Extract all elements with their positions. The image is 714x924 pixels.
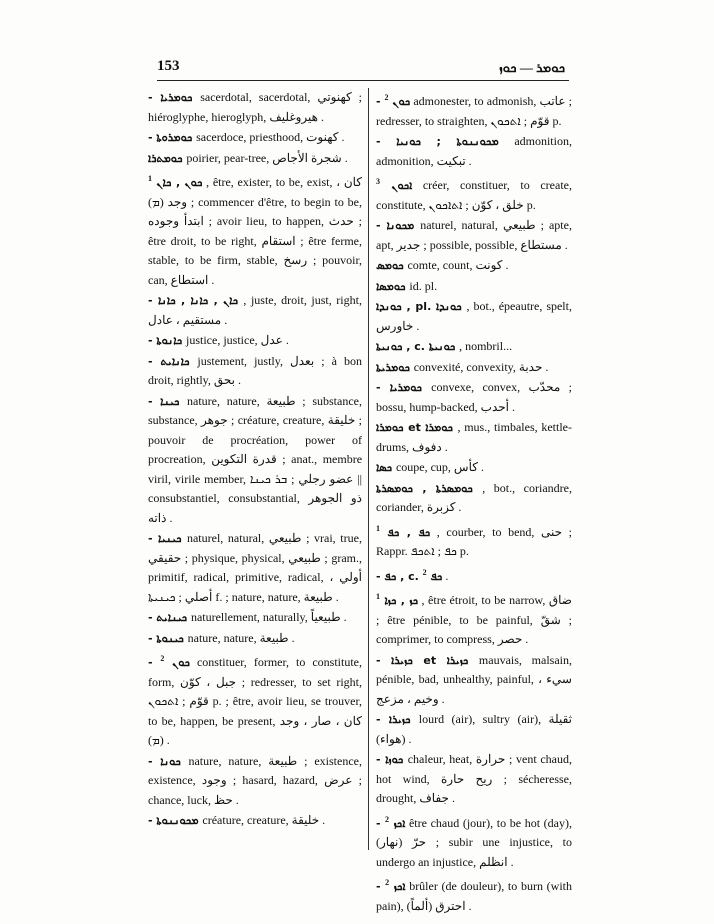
entry-definition: , nombril...	[459, 339, 513, 353]
entry-lemma: ܐܟܘܢ	[380, 179, 413, 192]
entry-superscript: 3	[376, 177, 380, 186]
entry-definition: , mus., timbales, kettle-drums, دفوف .	[376, 420, 572, 454]
entry-lemma: - ܐܟܙ	[376, 880, 406, 893]
running-head: ܟܘܡܪ — ܟܘܙ	[499, 60, 565, 75]
dictionary-entry	[148, 128, 362, 148]
entry-lemma: - ܟܙܝܪܐ	[376, 713, 419, 726]
dictionary-entry	[376, 378, 572, 417]
entry-lemma: - ܟܝܢܝܐ	[148, 532, 187, 545]
column-divider	[368, 88, 369, 850]
dictionary-entry	[376, 873, 572, 916]
entry-definition: , être, exister, to be, exist, كان ، وجد (ܡ) ; commencer d'être, to begin to be, ابتدأ وجوده ; avoir lieu, to happen, حدث ; être droit, to be right, استقام ; être ferme, stable, to be firm, stable, رسخ ; pouvoir, can, استطاع .	[148, 175, 363, 287]
entry-lemma: ܟܘܡܬܪܐ	[148, 151, 187, 165]
entry-definition: , bot., coriandre, coriander, كزبرة .	[376, 480, 572, 514]
dictionary-entry	[376, 297, 572, 336]
entry-definition: nature, nature, طبيعة ; substance, substance, جوهر ; créature, creature, خليقة ; pouvoir de procréation, power of procreation, قدرة التكوين ; anat., membre viril, virile member, عضو رجلي ; ܒܪ ܟܝܢܐ || consubstantiel, consubstantial, ذو الجوهر ذاته .	[148, 393, 363, 525]
entry-definition: , courber, to bend, حنى ; Rappr. ܟܦ ; ܐܬܟܦ p.	[376, 524, 573, 558]
entry-definition: , juste, droit, just, right, مستقيم ، عادل .	[148, 293, 362, 327]
entry-definition: chaleur, heat, حرارة ; vent chaud, hot wind, ريح حارة ; sécheresse, drought, جفاف .	[376, 752, 572, 805]
entry-definition: , bot., épeautre, spelt, خاورس .	[376, 299, 572, 333]
dictionary-entry	[148, 811, 362, 831]
entry-lemma: ܟܘܡܣܐ	[376, 279, 410, 293]
entry-lemma: - ܟܝܢܘܬܐ	[148, 631, 188, 645]
dictionary-entry	[148, 649, 362, 751]
dictionary-entry	[376, 750, 572, 809]
entry-definition: admonition, admonition, تبكيت .	[376, 134, 572, 168]
entry-lemma: - ܟܐܢܐܝܬ	[148, 354, 198, 368]
entry-definition: naturel, natural, طبيعي ; apte, apt, جدير ; possible, possible, مستطاع .	[376, 218, 572, 252]
entry-lemma: - ܟܘܢ	[148, 656, 190, 669]
entry-superscript: 1	[148, 174, 152, 183]
entry-lemma: ܟܘܢ , ܟܐܢ	[152, 176, 203, 189]
entry-definition: brûler (de douleur), to burn (with pain), احترق (ألماً) .	[376, 879, 572, 913]
dictionary-entry	[376, 216, 572, 255]
entry-lemma: ܟܘܡܣ	[376, 259, 408, 272]
entry-superscript: 2	[160, 654, 165, 663]
dictionary-entry	[376, 587, 572, 650]
dictionary-entry	[376, 132, 572, 171]
dictionary-entry	[376, 710, 572, 749]
dictionary-entry	[376, 651, 572, 710]
dictionary-entry	[148, 331, 362, 351]
entry-lemma: - ܐܟܙ	[376, 816, 406, 830]
entry-lemma: - ܟܘܢ	[376, 95, 411, 108]
entry-definition: admonester, to admonish, عاتب ; redresser, to straighten, قوّم ; ܐܬܟܘܢ p.	[376, 94, 572, 128]
dictionary-entry	[376, 172, 572, 215]
entry-superscript: 2	[384, 93, 389, 102]
entry-lemma: - ܟܘܡܪܘܬܐ	[148, 131, 197, 144]
dictionary-entry	[376, 337, 572, 357]
dictionary-entry	[148, 608, 362, 628]
entry-lemma: - ܟܙܝܪܐ et ܟܙܝܪܐ	[376, 653, 479, 667]
entry-superscript: 2	[422, 567, 427, 577]
entry-lemma: - ܡܟܘܢܢܘܬܐ	[148, 814, 203, 827]
entry-lemma: - ܟܝܢܐ	[148, 394, 188, 408]
header-rule	[157, 80, 569, 81]
entry-lemma: - ܡܟܘܢܐ	[376, 219, 421, 232]
entry-definition: , être étroit, to be narrow, ضاق ; être pénible, to be painful, شقّ ; comprimer, to compress, حصر .	[376, 593, 572, 646]
entry-definition: constituer, former, to constitute, form, جبل ، كوّن ; redresser, to set right, قوّم ; ܐܬܟܘܢ p. ; être, avoir lieu, se trouver, to be, happen, be present, كان ، صار ، وجد (ܡ) .	[148, 655, 363, 747]
entry-definition: sacerdoce, priesthood, كهنوت .	[196, 130, 345, 144]
entry-definition: id. pl.	[409, 278, 438, 293]
entry-superscript: 1	[376, 523, 380, 533]
entry-superscript: 2	[385, 814, 390, 824]
entry-definition: être chaud (jour), to be hot (day), حرّ (نهار) ; subir une injustice, to undergo an injustice, انظلم .	[376, 815, 573, 869]
dictionary-entry	[148, 352, 362, 391]
entry-definition: convexe, convex, محدّب ; bossu, hump-backed, أحدب .	[376, 380, 572, 414]
dictionary-entry	[376, 358, 572, 378]
dictionary-entry	[148, 149, 362, 169]
entry-lemma: ܟܘܢܝܬܐ , c. ܟܘܢܝܬܐ	[376, 340, 460, 353]
entry-lemma: - ܟܘܡܪܝܐ	[148, 91, 201, 104]
entry-lemma: ܟܘܡܣܪܬܐ , ܟܘܡܣܪܬܐ	[376, 481, 483, 495]
entry-definition: lourd (air), sultry (air), ثقيلة (هواء) .	[376, 712, 572, 746]
right-column	[376, 88, 572, 917]
entry-definition: convexité, convexity, حدبة .	[413, 359, 549, 374]
entry-lemma: - ܟܘܡܪܝܐ	[376, 381, 432, 394]
dictionary-entry	[148, 169, 362, 290]
entry-lemma: - ܟܘܙܐ	[376, 753, 408, 766]
entry-lemma: - ܟܐܢܘܬܐ	[148, 334, 186, 347]
entry-definition: poirier, pear-tree, شجرة الأجاص .	[186, 150, 348, 165]
entry-superscript: 2	[385, 878, 390, 887]
entry-lemma: ܟܦ , ܟܦ	[380, 525, 431, 539]
dictionary-entry	[148, 752, 362, 811]
entry-definition: sacerdotal, sacerdotal, كهنوتي ; hiéroglyphe, hieroglyph, هيروغليف .	[148, 90, 362, 124]
left-column	[148, 88, 362, 832]
entry-lemma: ܟܘܡܪܝܬܐ	[376, 360, 414, 374]
entry-lemma: ܟܣܐ	[376, 461, 396, 474]
page-number: 153	[157, 58, 180, 74]
entry-definition: mauvais, malsain, pénible, bad, unhealthy, painful, سيء ، وخيم ، مزعج .	[376, 652, 572, 706]
dictionary-entry	[376, 479, 572, 518]
entry-definition: coupe, cup, كأس .	[395, 460, 484, 474]
entry-lemma: - ܟܝܢܐܝܬ	[148, 611, 191, 624]
entry-definition: justement, justly, بعدل ; à bon droit, rightly, بحق .	[148, 353, 362, 387]
dictionary-entry	[376, 519, 572, 562]
entry-lemma: - ܟܘܢܐ	[148, 754, 189, 768]
entry-superscript: 1	[376, 592, 380, 601]
dictionary-entry	[148, 529, 362, 607]
entry-definition: nature, nature, طبيعة .	[187, 630, 295, 645]
entry-definition: créer, constituer, to create, constitute, خلق ، كوّن ; ܐܬܐܟܘܢ p.	[376, 178, 572, 212]
entry-definition: nature, nature, طبيعة ; existence, existence, وجود ; hasard, hazard, عرض ; chance, luck, حظ .	[148, 753, 362, 807]
entry-lemma: - ܟܐܢ , ܟܐܢܐ , ܟܐܢܐ	[148, 294, 244, 307]
dictionary-entry	[376, 458, 572, 478]
entry-definition: justice, justice, عدل .	[186, 333, 289, 347]
entry-lemma: ܟܘܡܪܐ et ܟܘܡܪܐ	[376, 421, 458, 434]
entry-definition: créature, creature, خليقة .	[202, 813, 326, 827]
dictionary-entry	[148, 629, 362, 649]
dictionary-entry	[376, 418, 572, 457]
entry-lemma: - ܟܦ , c. ܟܦ	[376, 569, 443, 583]
dictionary-entry	[376, 88, 572, 131]
dictionary-entry	[148, 291, 362, 330]
dictionary-entry	[376, 256, 572, 276]
entry-lemma: - ܡܟܘܢܢܘܬܐ ; ܟܘܢܝܐ	[376, 135, 515, 148]
entry-definition: naturel, natural, طبيعي ; vrai, true, حقيقي ; physique, physical, طبيعي ; gram., primitif, radical, primitive, radical, أولي ، أصلي ; ܟܝܢܝܬܐ f. ; nature, nature, طبيعة .	[148, 531, 362, 604]
dictionary-entry	[376, 810, 572, 873]
dictionary-entry	[376, 563, 572, 587]
dictionary-entry	[376, 277, 572, 297]
entry-lemma: ܟܙ , ܟܙܐ	[380, 594, 418, 607]
entry-definition: .	[445, 568, 449, 583]
dictionary-entry	[148, 88, 362, 127]
entry-definition: naturellement, naturally, طبيعياً .	[190, 610, 347, 624]
entry-lemma: ܟܘܢܕܐ , pl. ܟܘܢܕܐ	[376, 300, 467, 313]
dictionary-entry	[148, 392, 362, 529]
entry-definition: comte, count, كونت .	[407, 258, 509, 272]
